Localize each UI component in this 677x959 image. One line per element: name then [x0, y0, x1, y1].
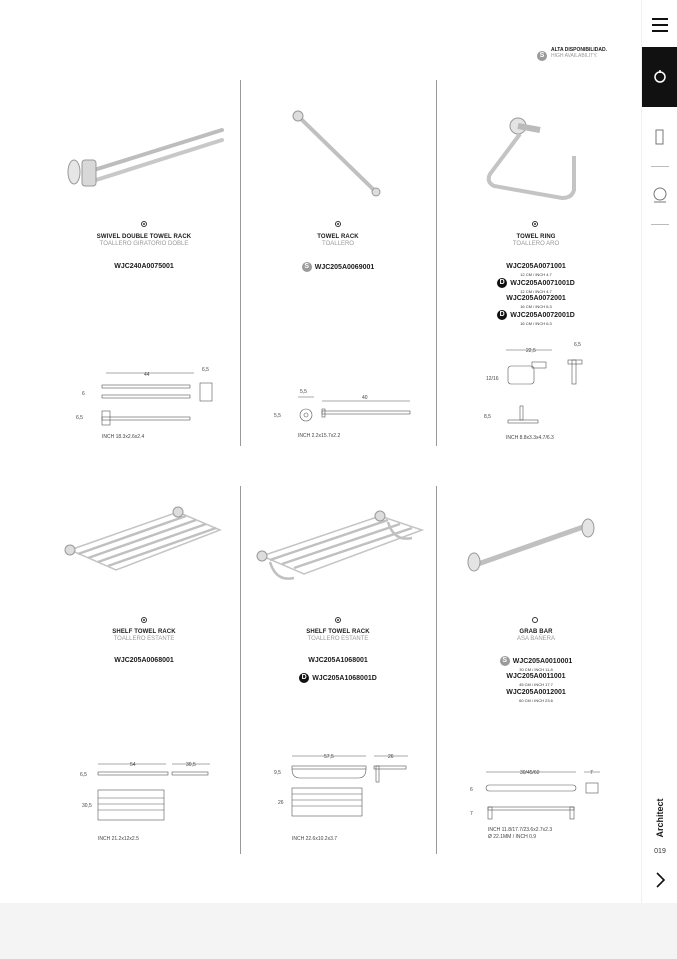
product-towel-ring	[436, 90, 636, 450]
finish-dot-icon	[141, 617, 147, 623]
menu-icon[interactable]	[652, 18, 668, 34]
dim-depth: 26	[388, 754, 394, 760]
technical-drawing	[74, 365, 224, 445]
dim-inch: INCH 2.2x15.7x2.2	[298, 433, 341, 439]
dim-depth: 6,5	[574, 342, 581, 348]
sidebar-divider	[651, 224, 669, 225]
page-number: 019	[654, 848, 666, 855]
dim-inch-2: Ø 22.1MM / INCH 0.9	[488, 834, 537, 840]
product-swivel-double-towel-rack	[44, 90, 244, 450]
swivel-towel-rack-photo	[60, 102, 230, 192]
product-name-es: ASA BAÑERA	[516, 636, 555, 642]
dim-height: 12/16	[486, 376, 499, 382]
shelf-towel-rack-photo	[254, 500, 426, 590]
chevron-right-icon[interactable]	[652, 870, 668, 890]
product-name-es: TOALLERO ARO	[512, 241, 560, 247]
finish-dot-icon	[141, 221, 147, 227]
dim-length: 54	[130, 762, 136, 768]
sidebar-divider	[651, 166, 669, 167]
product-name-es: TOALLERO	[322, 241, 354, 247]
dim-inch: INCH 18.3x2.6x2.4	[102, 434, 145, 440]
dim-height-2: 26	[278, 800, 284, 806]
technical-drawing	[270, 750, 420, 845]
product-name-es: TOALLERO ESTANTE	[113, 636, 175, 642]
towel-ring-photo	[480, 100, 590, 210]
dim-length: 30/45/60	[520, 770, 540, 776]
technical-drawing	[270, 385, 420, 445]
dim-height-2: 7	[470, 811, 473, 817]
towel-rack-photo	[284, 106, 394, 201]
high-availability-badge-icon: S	[500, 656, 510, 666]
product-grab-bar	[436, 490, 636, 850]
dim-height-2: 6,5	[76, 415, 83, 421]
product-name: TOWEL RACK	[317, 234, 359, 240]
product-name: TOWEL RING	[516, 234, 556, 240]
product-code: S WJC205A0010001 30 CM / INCH 11.8	[436, 656, 636, 672]
dim-height: 6	[470, 787, 473, 793]
dim-height: 9,5	[274, 770, 281, 776]
mirror-icon	[642, 182, 677, 206]
technical-drawing	[466, 765, 616, 850]
legend-label: ALTA DISPONIBILIDAD.	[551, 47, 608, 53]
bottom-band	[0, 903, 677, 959]
dim-depth: 30,5	[186, 762, 196, 768]
shelf-towel-rack-photo	[60, 496, 230, 586]
dim-height: 6	[82, 391, 85, 397]
product-code: WJC240A0075001	[114, 263, 174, 270]
product-code: WJC205A0072001 16 CM / INCH 6.3	[506, 295, 566, 309]
high-availability-badge-icon: S	[537, 51, 547, 61]
product-code: S WJC205A0069001	[240, 262, 436, 272]
grab-bar-photo	[464, 512, 604, 582]
dim-height-2: 8,5	[484, 414, 491, 420]
brand-label: Architect	[655, 798, 665, 838]
product-shelf-towel-rack	[44, 490, 244, 850]
product-code: WJC205A1068001	[308, 657, 368, 664]
product-name: SHELF TOWEL RACK	[306, 629, 370, 635]
product-name: SHELF TOWEL RACK	[112, 629, 176, 635]
finish-dot-icon	[335, 221, 341, 227]
finish-dot-icon	[532, 221, 538, 227]
dim-length: 57,5	[324, 754, 334, 760]
product-towel-rack	[240, 90, 436, 450]
design-badge-icon: D	[497, 310, 507, 320]
dim-inch: INCH 11.8/17.7/23.6x2.7x2.3	[488, 827, 553, 833]
product-code: D WJC205A0071001D 12 CM / INCH 4.7	[436, 278, 636, 294]
sidebar	[641, 0, 677, 903]
product-name: SWIVEL DOUBLE TOWEL RACK	[96, 234, 192, 240]
dim-depth: 7	[590, 770, 593, 776]
high-availability-badge-icon: S	[302, 262, 312, 272]
cabinet-icon	[642, 126, 677, 150]
ring-icon	[642, 47, 677, 107]
design-badge-icon: D	[299, 673, 309, 683]
product-shelf-towel-rack-2	[240, 490, 436, 850]
legend-sublabel: HIGH AVAILABILITY.	[551, 53, 598, 59]
dim-inch: INCH 21.2x12x2.5	[98, 836, 139, 842]
dim-top: 5,5	[300, 389, 307, 395]
technical-drawing	[74, 758, 224, 848]
finish-dot-icon	[532, 617, 538, 623]
sidebar-item-product[interactable]	[642, 126, 677, 150]
sidebar-item-view[interactable]	[642, 182, 677, 206]
dim-length: 22,5	[526, 348, 536, 354]
dim-height: 6,5	[80, 772, 87, 778]
dim-inch: INCH 22.6x10.2x3.7	[292, 836, 338, 842]
product-name-es: TOALLERO GIRATORIO DOBLE	[99, 241, 189, 247]
product-code: WJC205A0011001 45 CM / INCH 17.7	[506, 673, 566, 687]
technical-drawing	[476, 340, 626, 445]
dim-length: 44	[144, 372, 150, 378]
product-code: WJC205A0071001 12 CM / INCH 4.7	[506, 263, 566, 277]
dim-length: 40	[362, 395, 368, 401]
product-code: D WJC205A0072001D 16 CM / INCH 6.3	[436, 310, 636, 326]
product-code: WJC205A0068001	[114, 657, 174, 664]
finish-dot-icon	[335, 617, 341, 623]
design-badge-icon: D	[497, 278, 507, 288]
product-code: WJC205A0012001 60 CM / INCH 23.6	[506, 689, 566, 703]
product-name-es: TOALLERO ESTANTE	[307, 636, 369, 642]
dim-depth: 6,5	[202, 367, 209, 373]
dim-inch: INCH 8.8x3.3x4.7/6.3	[506, 435, 554, 441]
product-name: GRAB BAR	[519, 629, 553, 635]
product-code: D WJC205A1068001D	[240, 673, 436, 683]
availability-legend	[537, 47, 608, 61]
dim-height-2: 30,5	[82, 803, 92, 809]
dim-side: 5,5	[274, 413, 281, 419]
sidebar-item-finishes[interactable]	[642, 47, 677, 107]
